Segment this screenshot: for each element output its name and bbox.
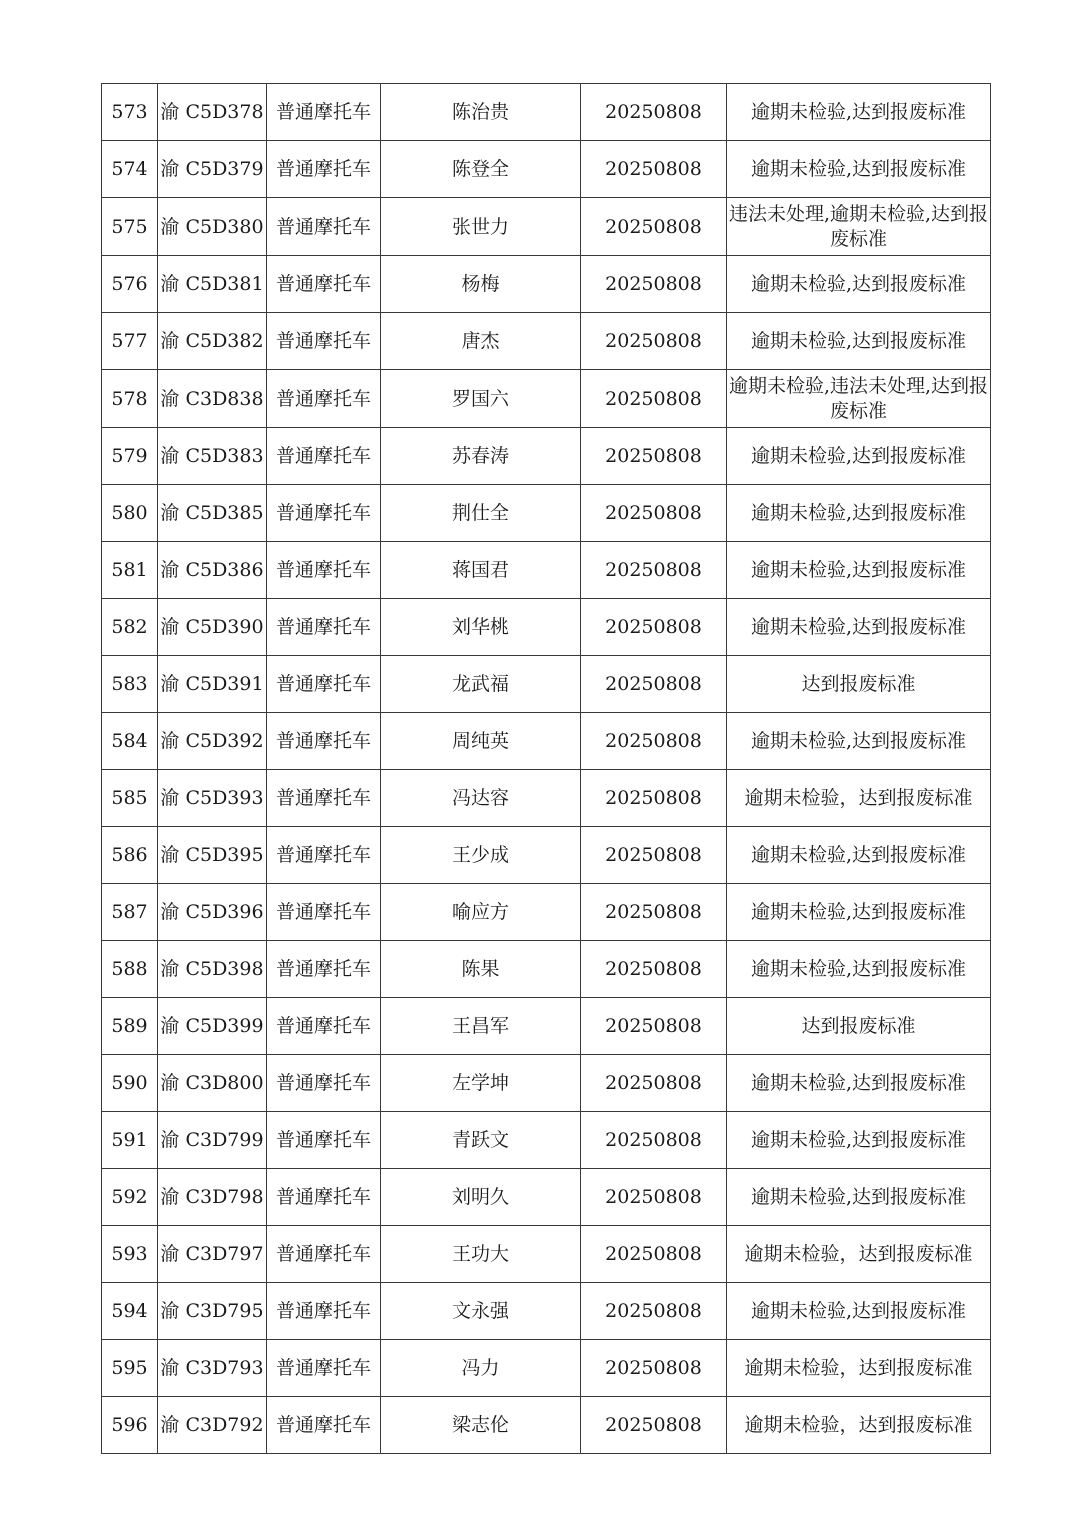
date-cell: 20250808 bbox=[581, 256, 727, 313]
row-number-cell: 575 bbox=[102, 198, 158, 256]
reason-cell: 逾期未检验，达到报废标准 bbox=[727, 770, 991, 827]
plate-number-cell: 渝 C3D795 bbox=[158, 1283, 267, 1340]
owner-name-cell: 喻应方 bbox=[381, 884, 581, 941]
table-row bbox=[102, 1340, 991, 1397]
plate-number-cell: 渝 C5D393 bbox=[158, 770, 267, 827]
plate-number-cell: 渝 C3D792 bbox=[158, 1397, 267, 1454]
row-number-cell: 577 bbox=[102, 313, 158, 370]
row-number-cell: 579 bbox=[102, 428, 158, 485]
vehicle-type-cell: 普通摩托车 bbox=[267, 599, 381, 656]
date-cell: 20250808 bbox=[581, 313, 727, 370]
plate-number-cell: 渝 C5D386 bbox=[158, 542, 267, 599]
row-number-cell: 583 bbox=[102, 656, 158, 713]
plate-number-cell: 渝 C5D381 bbox=[158, 256, 267, 313]
row-number-cell: 587 bbox=[102, 884, 158, 941]
row-number-cell: 591 bbox=[102, 1112, 158, 1169]
reason-cell: 逾期未检验,达到报废标准 bbox=[727, 84, 991, 141]
owner-name-cell: 冯达容 bbox=[381, 770, 581, 827]
date-cell: 20250808 bbox=[581, 713, 727, 770]
owner-name-cell: 陈果 bbox=[381, 941, 581, 998]
row-number-cell: 596 bbox=[102, 1397, 158, 1454]
table-row bbox=[102, 141, 991, 198]
row-number-cell: 581 bbox=[102, 542, 158, 599]
reason-cell: 逾期未检验,达到报废标准 bbox=[727, 827, 991, 884]
vehicle-type-cell: 普通摩托车 bbox=[267, 941, 381, 998]
reason-cell: 逾期未检验,达到报废标准 bbox=[727, 713, 991, 770]
table-body bbox=[102, 84, 991, 1454]
table-row bbox=[102, 884, 991, 941]
owner-name-cell: 陈登全 bbox=[381, 141, 581, 198]
owner-name-cell: 罗国六 bbox=[381, 370, 581, 428]
date-cell: 20250808 bbox=[581, 656, 727, 713]
vehicle-type-cell: 普通摩托车 bbox=[267, 198, 381, 256]
date-cell: 20250808 bbox=[581, 370, 727, 428]
row-number-cell: 588 bbox=[102, 941, 158, 998]
date-cell: 20250808 bbox=[581, 884, 727, 941]
date-cell: 20250808 bbox=[581, 1169, 727, 1226]
row-number-cell: 589 bbox=[102, 998, 158, 1055]
date-cell: 20250808 bbox=[581, 485, 727, 542]
reason-cell: 逾期未检验,达到报废标准 bbox=[727, 256, 991, 313]
vehicle-type-cell: 普通摩托车 bbox=[267, 827, 381, 884]
table-row bbox=[102, 1169, 991, 1226]
reason-cell: 逾期未检验,达到报废标准 bbox=[727, 542, 991, 599]
reason-cell: 逾期未检验,达到报废标准 bbox=[727, 599, 991, 656]
row-number-cell: 582 bbox=[102, 599, 158, 656]
plate-number-cell: 渝 C3D800 bbox=[158, 1055, 267, 1112]
vehicle-type-cell: 普通摩托车 bbox=[267, 256, 381, 313]
plate-number-cell: 渝 C5D385 bbox=[158, 485, 267, 542]
row-number-cell: 590 bbox=[102, 1055, 158, 1112]
date-cell: 20250808 bbox=[581, 1055, 727, 1112]
date-cell: 20250808 bbox=[581, 770, 727, 827]
row-number-cell: 586 bbox=[102, 827, 158, 884]
reason-cell: 逾期未检验，达到报废标准 bbox=[727, 1397, 991, 1454]
row-number-cell: 584 bbox=[102, 713, 158, 770]
reason-cell: 逾期未检验,达到报废标准 bbox=[727, 485, 991, 542]
row-number-cell: 578 bbox=[102, 370, 158, 428]
plate-number-cell: 渝 C5D379 bbox=[158, 141, 267, 198]
date-cell: 20250808 bbox=[581, 1226, 727, 1283]
vehicle-registry-table bbox=[101, 83, 991, 1454]
table-row bbox=[102, 84, 991, 141]
plate-number-cell: 渝 C5D383 bbox=[158, 428, 267, 485]
date-cell: 20250808 bbox=[581, 542, 727, 599]
reason-cell: 逾期未检验，达到报废标准 bbox=[727, 1340, 991, 1397]
vehicle-type-cell: 普通摩托车 bbox=[267, 1055, 381, 1112]
row-number-cell: 576 bbox=[102, 256, 158, 313]
owner-name-cell: 王功大 bbox=[381, 1226, 581, 1283]
reason-cell: 逾期未检验,达到报废标准 bbox=[727, 884, 991, 941]
plate-number-cell: 渝 C5D396 bbox=[158, 884, 267, 941]
reason-cell: 逾期未检验,达到报废标准 bbox=[727, 941, 991, 998]
table-row bbox=[102, 1226, 991, 1283]
owner-name-cell: 陈治贵 bbox=[381, 84, 581, 141]
date-cell: 20250808 bbox=[581, 1112, 727, 1169]
table-row bbox=[102, 198, 991, 256]
table-row bbox=[102, 941, 991, 998]
vehicle-type-cell: 普通摩托车 bbox=[267, 713, 381, 770]
owner-name-cell: 杨梅 bbox=[381, 256, 581, 313]
table-row bbox=[102, 1397, 991, 1454]
plate-number-cell: 渝 C3D798 bbox=[158, 1169, 267, 1226]
owner-name-cell: 龙武福 bbox=[381, 656, 581, 713]
date-cell: 20250808 bbox=[581, 998, 727, 1055]
vehicle-type-cell: 普通摩托车 bbox=[267, 542, 381, 599]
table-row bbox=[102, 1055, 991, 1112]
vehicle-type-cell: 普通摩托车 bbox=[267, 884, 381, 941]
reason-cell: 逾期未检验,达到报废标准 bbox=[727, 1169, 991, 1226]
vehicle-type-cell: 普通摩托车 bbox=[267, 656, 381, 713]
row-number-cell: 592 bbox=[102, 1169, 158, 1226]
plate-number-cell: 渝 C3D797 bbox=[158, 1226, 267, 1283]
reason-cell: 逾期未检验，达到报废标准 bbox=[727, 1226, 991, 1283]
reason-cell: 逾期未检验,达到报废标准 bbox=[727, 428, 991, 485]
plate-number-cell: 渝 C5D398 bbox=[158, 941, 267, 998]
vehicle-type-cell: 普通摩托车 bbox=[267, 1397, 381, 1454]
table-row bbox=[102, 256, 991, 313]
table-row bbox=[102, 998, 991, 1055]
plate-number-cell: 渝 C3D799 bbox=[158, 1112, 267, 1169]
owner-name-cell: 王少成 bbox=[381, 827, 581, 884]
date-cell: 20250808 bbox=[581, 941, 727, 998]
date-cell: 20250808 bbox=[581, 827, 727, 884]
row-number-cell: 595 bbox=[102, 1340, 158, 1397]
owner-name-cell: 刘华桃 bbox=[381, 599, 581, 656]
vehicle-type-cell: 普通摩托车 bbox=[267, 998, 381, 1055]
row-number-cell: 594 bbox=[102, 1283, 158, 1340]
vehicle-type-cell: 普通摩托车 bbox=[267, 1112, 381, 1169]
plate-number-cell: 渝 C5D399 bbox=[158, 998, 267, 1055]
plate-number-cell: 渝 C3D838 bbox=[158, 370, 267, 428]
date-cell: 20250808 bbox=[581, 198, 727, 256]
date-cell: 20250808 bbox=[581, 1283, 727, 1340]
date-cell: 20250808 bbox=[581, 1397, 727, 1454]
plate-number-cell: 渝 C5D378 bbox=[158, 84, 267, 141]
vehicle-type-cell: 普通摩托车 bbox=[267, 141, 381, 198]
owner-name-cell: 周纯英 bbox=[381, 713, 581, 770]
vehicle-type-cell: 普通摩托车 bbox=[267, 313, 381, 370]
plate-number-cell: 渝 C5D390 bbox=[158, 599, 267, 656]
reason-cell: 逾期未检验,达到报废标准 bbox=[727, 141, 991, 198]
table-row bbox=[102, 370, 991, 428]
plate-number-cell: 渝 C5D391 bbox=[158, 656, 267, 713]
row-number-cell: 573 bbox=[102, 84, 158, 141]
table-row bbox=[102, 542, 991, 599]
row-number-cell: 574 bbox=[102, 141, 158, 198]
reason-cell: 逾期未检验,达到报废标准 bbox=[727, 1283, 991, 1340]
reason-cell: 逾期未检验,违法未处理,达到报废标准 bbox=[727, 370, 991, 428]
reason-cell: 违法未处理,逾期未检验,达到报废标准 bbox=[727, 198, 991, 256]
owner-name-cell: 青跃文 bbox=[381, 1112, 581, 1169]
table-row bbox=[102, 599, 991, 656]
owner-name-cell: 文永强 bbox=[381, 1283, 581, 1340]
date-cell: 20250808 bbox=[581, 84, 727, 141]
date-cell: 20250808 bbox=[581, 599, 727, 656]
plate-number-cell: 渝 C5D392 bbox=[158, 713, 267, 770]
row-number-cell: 580 bbox=[102, 485, 158, 542]
plate-number-cell: 渝 C5D395 bbox=[158, 827, 267, 884]
table-row bbox=[102, 770, 991, 827]
owner-name-cell: 蒋国君 bbox=[381, 542, 581, 599]
reason-cell: 达到报废标准 bbox=[727, 656, 991, 713]
table-row bbox=[102, 313, 991, 370]
table-row bbox=[102, 428, 991, 485]
row-number-cell: 593 bbox=[102, 1226, 158, 1283]
plate-number-cell: 渝 C5D380 bbox=[158, 198, 267, 256]
table-row bbox=[102, 485, 991, 542]
vehicle-type-cell: 普通摩托车 bbox=[267, 1340, 381, 1397]
vehicle-type-cell: 普通摩托车 bbox=[267, 428, 381, 485]
owner-name-cell: 冯力 bbox=[381, 1340, 581, 1397]
owner-name-cell: 刘明久 bbox=[381, 1169, 581, 1226]
row-number-cell: 585 bbox=[102, 770, 158, 827]
date-cell: 20250808 bbox=[581, 141, 727, 198]
owner-name-cell: 张世力 bbox=[381, 198, 581, 256]
owner-name-cell: 唐杰 bbox=[381, 313, 581, 370]
date-cell: 20250808 bbox=[581, 428, 727, 485]
date-cell: 20250808 bbox=[581, 1340, 727, 1397]
owner-name-cell: 苏春涛 bbox=[381, 428, 581, 485]
reason-cell: 逾期未检验,达到报废标准 bbox=[727, 313, 991, 370]
owner-name-cell: 王昌军 bbox=[381, 998, 581, 1055]
plate-number-cell: 渝 C3D793 bbox=[158, 1340, 267, 1397]
reason-cell: 逾期未检验,达到报废标准 bbox=[727, 1112, 991, 1169]
owner-name-cell: 梁志伦 bbox=[381, 1397, 581, 1454]
vehicle-type-cell: 普通摩托车 bbox=[267, 370, 381, 428]
table-row bbox=[102, 656, 991, 713]
reason-cell: 达到报废标准 bbox=[727, 998, 991, 1055]
vehicle-type-cell: 普通摩托车 bbox=[267, 1226, 381, 1283]
vehicle-type-cell: 普通摩托车 bbox=[267, 485, 381, 542]
owner-name-cell: 左学坤 bbox=[381, 1055, 581, 1112]
vehicle-type-cell: 普通摩托车 bbox=[267, 84, 381, 141]
table-row bbox=[102, 1112, 991, 1169]
owner-name-cell: 荆仕全 bbox=[381, 485, 581, 542]
vehicle-type-cell: 普通摩托车 bbox=[267, 1169, 381, 1226]
plate-number-cell: 渝 C5D382 bbox=[158, 313, 267, 370]
table-row bbox=[102, 713, 991, 770]
document-page bbox=[101, 83, 990, 1454]
table-row bbox=[102, 1283, 991, 1340]
reason-cell: 逾期未检验,达到报废标准 bbox=[727, 1055, 991, 1112]
table-row bbox=[102, 827, 991, 884]
vehicle-type-cell: 普通摩托车 bbox=[267, 770, 381, 827]
vehicle-type-cell: 普通摩托车 bbox=[267, 1283, 381, 1340]
